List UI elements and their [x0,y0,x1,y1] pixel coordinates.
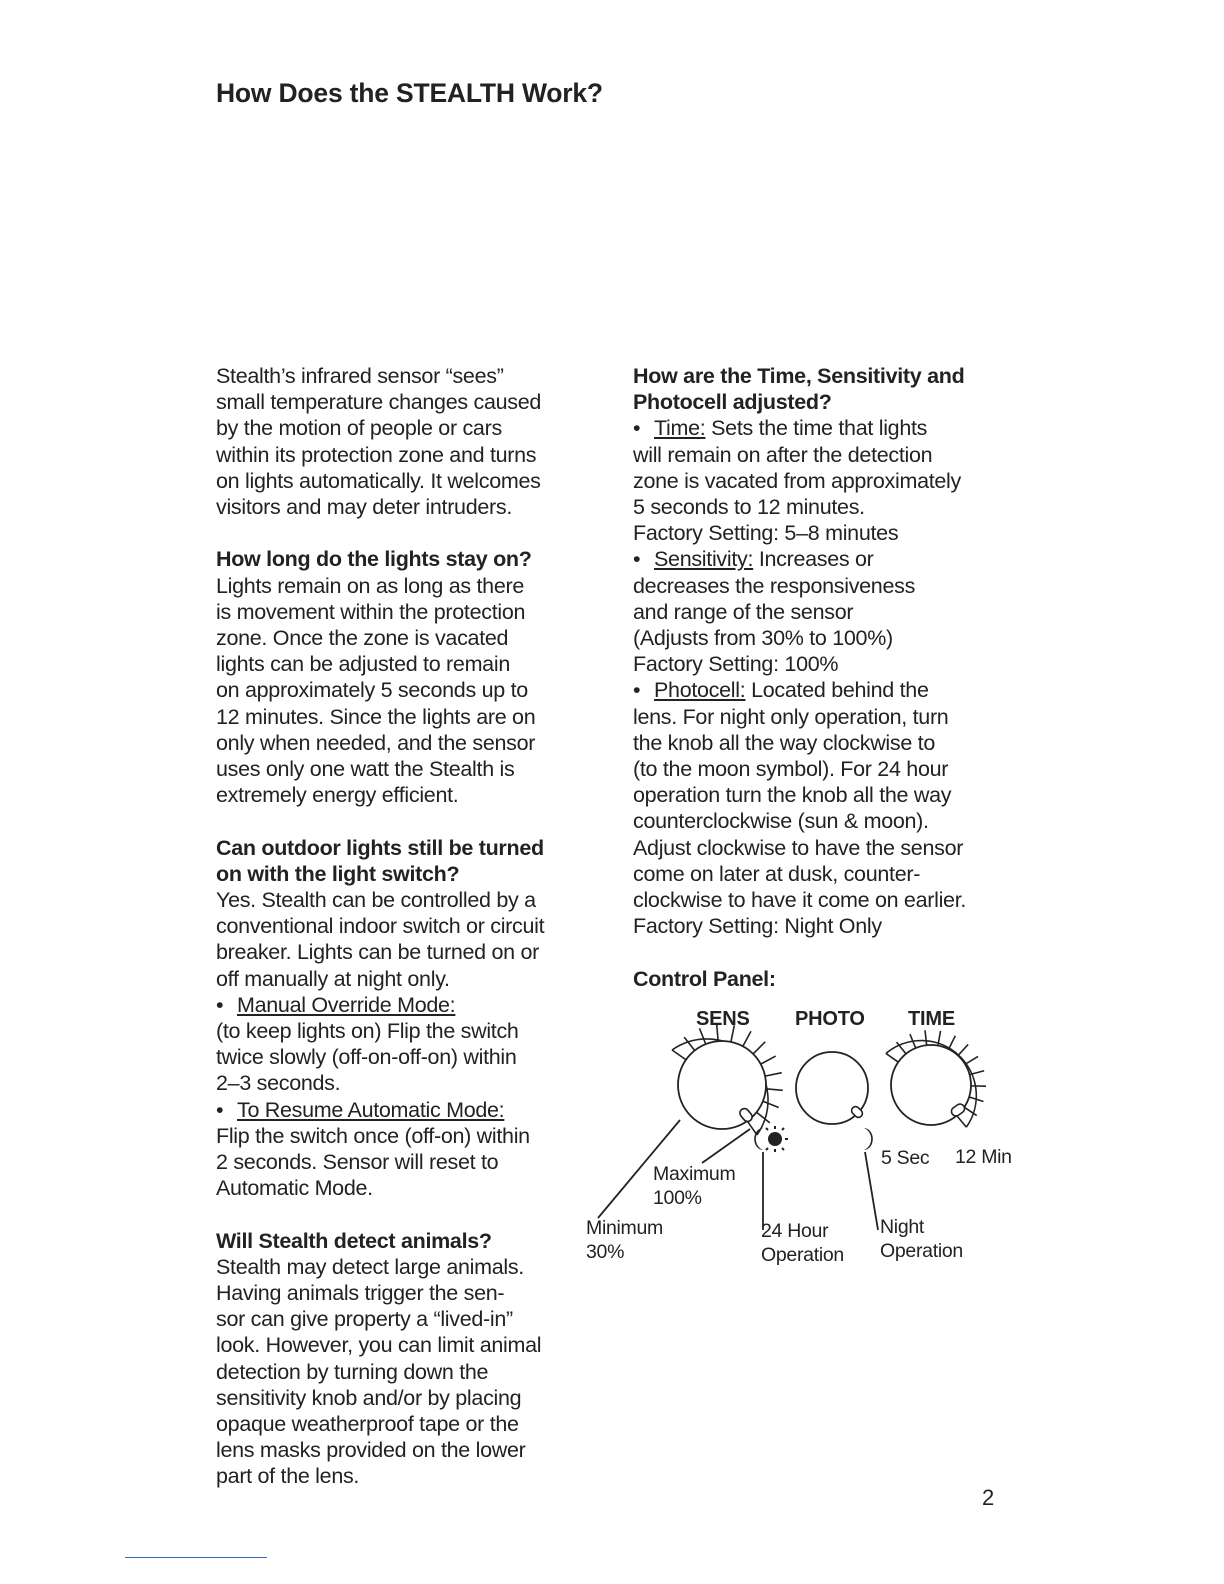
dial-tick [684,1037,695,1050]
animals-answer: Stealth may detect large animals. Having animals trigger the sen- sor can give property a “lived-in” look. However, you can limit animal detection by turning down the sensitivity knob and/or by placing opaque weatherproof tape or the lens masks provided on the lower part of the lens. [216,1254,542,1489]
dial-tick [753,1042,765,1054]
resume-automatic-item: • To Resume Automatic Mode: Flip the switch once (off-on) within 2 seconds. Sensor will reset to Automatic Mode. [216,1097,530,1201]
dial-tick [766,1089,783,1090]
dial-tick [761,1056,776,1064]
dial-tick [743,1031,751,1046]
dial-tick [958,1044,968,1055]
bullet: • [633,547,641,572]
dial-tick [672,1050,686,1060]
bullet: • [633,416,641,441]
dial-tick [886,1053,898,1062]
control-panel-diagram [580,1000,1030,1280]
manual-override-item: • Manual Override Mode: (to keep lights on) Flip the switch twice slowly (off-on-off-on) within 2–3 seconds. [216,992,519,1096]
adjustment-heading: How are the Time, Sensitivity and Photocell adjusted? [633,364,965,415]
leader-lines [598,1120,878,1230]
24-hour-label: 24 Hour Operation [761,1220,844,1266]
right-column [633,363,1033,992]
dial-tick [957,1116,967,1127]
moon-icon [864,1128,873,1150]
lights-duration-answer: Lights remain on as long as there is movement within the protection zone. Once the zone is vacated lights can be adjusted to remain on approximately 5 seconds up to 12 minutes. Since the lights are on only when needed, and the sensor uses only one watt the Stealth is extremely energy efficient. [216,573,536,808]
photocell-item: • Photocell: Located behind the lens. For night only operation, turn the knob all the way clockwise to (to the moon symbol). For 24 hour operation turn the knob all the way counterclockwise (sun & moon). Adjust clockwise to have the sensor come on later at dusk, counter- clockwise to have it come on earlier. Factory Setting: Night Only [633,678,967,939]
sun-moon-icon [754,1126,788,1152]
maximum-label: Maximum 100% [653,1163,736,1209]
sensitivity-item: • Sensitivity: Increases or decreases the responsiveness and range of the sensor (Adjusts from 30% to 100%) Factory Setting: 100% [633,547,916,677]
5-sec-label: 5 Sec [881,1147,930,1169]
resume-automatic-label: To Resume Automatic Mode: [237,1097,505,1122]
photocell-label: Photocell: [654,678,746,703]
sens-label: SENS [696,1008,750,1030]
dial-tick [763,1101,779,1107]
time-label: TIME [908,1008,955,1030]
intro-paragraph: Stealth’s infrared sensor “sees” small temperature changes caused by the motion of people or cars within its protection zone and turns on lights automatically. It welcomes visitors and may deter intruders. [216,364,542,520]
sensitivity-label: Sensitivity: [654,547,754,572]
animals-heading: Will Stealth detect animals? [216,1228,492,1253]
photo-label: PHOTO [795,1008,865,1030]
dial-tick [765,1073,782,1076]
manual-override-label: Manual Override Mode: [237,992,456,1017]
dial-tick [925,1030,927,1045]
bullet: • [633,678,641,703]
control-panel-heading: Control Panel: [633,966,776,991]
light-switch-answer: Yes. Stealth can be controlled by a conventional indoor switch or circuit breaker. Lights can be turned on or off manually at night only. [216,888,545,991]
time-label: Time: [654,416,706,441]
dial-tick [747,1121,757,1135]
lights-duration-heading: How long do the lights stay on? [216,547,532,572]
bullet: • [216,1097,224,1122]
bullet: • [216,992,224,1017]
night-label: Night Operation [880,1216,963,1262]
page-title: How Does the STEALTH Work? [216,78,603,108]
light-switch-heading: Can outdoor lights still be turned on with the light switch? [216,835,544,886]
12-min-label: 12 Min [955,1146,1012,1168]
left-column [216,363,596,1490]
dial-tick [757,1112,770,1123]
page-number: 2 [982,1485,995,1510]
time-item: • Time: Sets the time that lights will remain on after the detection zone is vacated from approximately 5 seconds to 12 minutes. Factory Setting: 5–8 minutes [633,416,961,546]
minimum-label: Minimum 30% [586,1217,663,1263]
dial-tick [949,1036,956,1049]
footer-rule [125,1557,267,1558]
dial-tick [965,1056,978,1064]
